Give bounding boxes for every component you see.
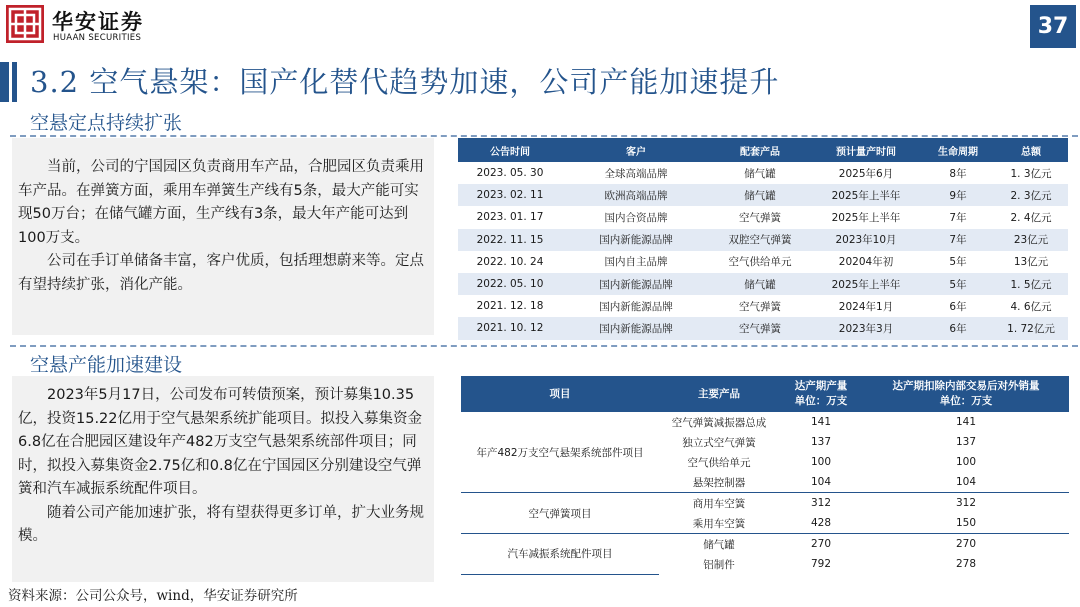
- table-cell: 20204年初: [838, 256, 894, 269]
- table-cell: 792: [810, 558, 832, 570]
- section1-divider: [10, 135, 1078, 137]
- table-cell: 137: [955, 436, 977, 448]
- table-row: [458, 162, 1068, 184]
- table-cell: 428: [810, 517, 832, 529]
- company-logo: [6, 5, 44, 43]
- table-cell: 4. 6亿元: [1010, 300, 1052, 313]
- table-row: [461, 493, 1069, 514]
- table-cell: 国内合资品牌: [604, 211, 668, 224]
- page-number: 37: [1030, 5, 1076, 48]
- table-cell: 2021. 10. 12: [458, 317, 562, 339]
- table-cell: 270: [863, 534, 1069, 555]
- table-cell: 双腔空气弹簧: [710, 229, 810, 251]
- source-note: 资料来源：公司公众号，wind，华安证券研究所: [8, 588, 298, 604]
- section2-paragraph-2: 随着公司产能加速扩张，将有望获得更多订单，扩大业务规模。: [18, 504, 424, 544]
- table-cell: 270: [779, 534, 863, 555]
- col-external-sales: [863, 376, 1069, 412]
- order-table-body: [458, 162, 1068, 340]
- section1-paragraph-1: 当前，公司的宁国园区负责商用车产品，合肥园区负责乘用车产品。在弹簧方面，乘用车弹簧生产线有5条，最大产能可实现50万台；在储气罐方面，生产线有3条，最大年产能可达到100万支。: [18, 159, 424, 246]
- table-row: [461, 534, 1069, 555]
- table-cell: 2025年6月: [838, 167, 894, 180]
- table-cell: 1. 3亿元: [1010, 167, 1052, 180]
- table-cell: 1. 5亿元: [994, 273, 1068, 295]
- table-cell: 2022. 05. 10: [458, 273, 562, 295]
- col-capacity: [779, 376, 863, 412]
- brand-name-en: HUAAN SECURITIES: [53, 33, 142, 43]
- logo-seal-icon: [6, 5, 44, 43]
- table-cell: 6年: [949, 300, 967, 313]
- col-project: 项目: [461, 376, 659, 412]
- section2-textbox: [12, 376, 434, 582]
- table-cell: 2021. 12. 18: [476, 300, 544, 313]
- table-cell: 储气罐: [710, 184, 810, 206]
- table-row: [458, 229, 1068, 251]
- section2-heading: 空悬产能加速建设: [30, 354, 183, 376]
- table-cell: 13亿元: [1013, 256, 1049, 269]
- table-cell: 空气弹簧: [739, 300, 781, 313]
- col-customer: 客户: [562, 138, 710, 162]
- table-cell: 储气罐: [710, 273, 810, 295]
- table-cell: 104: [955, 476, 977, 488]
- table-cell: 5年: [922, 273, 994, 295]
- table-cell: 100: [955, 456, 977, 468]
- col-product: 配套产品: [710, 138, 810, 162]
- table-cell: 278: [955, 558, 977, 570]
- table-cell: 2023. 01. 17: [476, 211, 544, 224]
- table-cell: 乘用车空簧: [692, 517, 746, 530]
- table-cell: 141: [810, 416, 832, 428]
- table-row: [461, 412, 1069, 432]
- section2-paragraph-1: 2023年5月17日，公司发布可转债预案，预计募集10.35亿，投资15.22亿用于空气悬架系统扩能项目。拟投入募集资金6.8亿在合肥园区建设年产482万支空气悬架系统部件项目；同时，拟投入募集资金2.75亿和0.8亿在宁国园区分别建设空气弹簧和汽车减振系统配件项目。: [18, 387, 423, 497]
- table-row: [458, 206, 1068, 228]
- table-cell: 1. 72亿元: [994, 317, 1068, 339]
- table-cell: 6年: [922, 317, 994, 339]
- table-cell: 2023年3月: [810, 317, 922, 339]
- page-title: 3.2 空气悬架：国产化替代趋势加速，公司产能加速提升: [30, 65, 780, 99]
- table-cell: 150: [955, 517, 977, 529]
- table-cell: 100: [810, 456, 832, 468]
- project-name-cell: 年产482万支空气悬架系统部件项目: [461, 412, 659, 493]
- table-cell: 23亿元: [994, 229, 1068, 251]
- col-announce-date: 公告时间: [458, 138, 562, 162]
- table-cell: 储气罐: [744, 167, 776, 180]
- table-row: [458, 295, 1068, 317]
- table-cell: 2025年上半年: [831, 211, 901, 224]
- table-cell: 空气弹簧: [710, 317, 810, 339]
- table-cell: 2023. 05. 30: [476, 167, 544, 180]
- table-row: [458, 184, 1068, 206]
- table-row: [458, 251, 1068, 273]
- table-cell: 7年: [949, 211, 967, 224]
- table-cell: 9年: [922, 184, 994, 206]
- table-row: [458, 317, 1068, 339]
- table-cell: 312: [779, 493, 863, 514]
- project-name-cell: 汽车减振系统配件项目: [461, 534, 659, 575]
- section1-textbox: [12, 138, 434, 335]
- col-mass-production: 预计量产时间: [810, 138, 922, 162]
- table-cell: 2. 4亿元: [1010, 211, 1052, 224]
- col-external-label: 达产期扣除内部交易后对外销量: [892, 380, 1040, 392]
- title-accent-bar: [0, 62, 9, 102]
- table-cell: 5年: [949, 256, 967, 269]
- table-cell: 7年: [922, 229, 994, 251]
- table-cell: 空气供给单元: [687, 456, 751, 469]
- order-table: [458, 138, 1068, 340]
- table-cell: 2022. 11. 15: [458, 229, 562, 251]
- table-cell: 8年: [949, 167, 967, 180]
- col-external-unit: 单位：万支: [939, 395, 993, 407]
- capacity-table-body: [461, 412, 1069, 574]
- table-cell: 商用车空簧: [659, 493, 779, 514]
- table-cell: 空气弹簧减振器总成: [671, 416, 767, 429]
- table-cell: 141: [955, 416, 977, 428]
- col-total: 总额: [994, 138, 1068, 162]
- table-cell: 137: [810, 436, 832, 448]
- table-cell: 空气弹簧: [739, 211, 781, 224]
- table-cell: 悬架控制器: [692, 476, 746, 489]
- table-cell: 2025年上半年: [810, 273, 922, 295]
- col-capacity-label: 达产期产量: [794, 380, 848, 392]
- table-cell: 铝制件: [703, 558, 735, 571]
- capacity-table: [461, 376, 1069, 575]
- table-cell: 独立式空气弹簧: [682, 436, 756, 449]
- section2-divider: [10, 345, 1078, 347]
- table-cell: 312: [863, 493, 1069, 514]
- table-cell: 空气供给单元: [728, 256, 792, 269]
- col-lifecycle: 生命周期: [922, 138, 994, 162]
- table-cell: 国内新能源品牌: [562, 317, 710, 339]
- brand-name-cn: 华安证券: [52, 9, 144, 34]
- table-cell: 2023. 02. 11: [458, 184, 562, 206]
- table-cell: 2025年上半年: [810, 184, 922, 206]
- table-cell: 国内新能源品牌: [562, 273, 710, 295]
- table-cell: 国内新能源品牌: [599, 300, 673, 313]
- project-name-cell: 空气弹簧项目: [461, 493, 659, 534]
- capacity-table-header: [461, 376, 1069, 412]
- order-table-header: [458, 138, 1068, 162]
- section1-paragraph-2: 公司在手订单储备丰富，客户优质，包括理想蔚来等。定点有望持续扩张，消化产能。: [18, 253, 424, 293]
- table-cell: 全球高端品牌: [604, 167, 668, 180]
- table-cell: 2. 3亿元: [994, 184, 1068, 206]
- table-cell: 2024年1月: [838, 300, 894, 313]
- section1-heading: 空悬定点持续扩张: [30, 112, 183, 134]
- table-row: [458, 273, 1068, 295]
- table-cell: 欧洲高端品牌: [562, 184, 710, 206]
- table-cell: 2023年10月: [810, 229, 922, 251]
- table-cell: 2022. 10. 24: [476, 255, 544, 268]
- table-cell: 储气罐: [659, 534, 779, 555]
- table-cell: 国内新能源品牌: [562, 229, 710, 251]
- col-main-product: 主要产品: [659, 376, 779, 412]
- title-accent-bar-thin: [12, 62, 17, 102]
- col-capacity-unit: 单位：万支: [794, 395, 848, 407]
- table-cell: 国内自主品牌: [604, 256, 668, 269]
- table-cell: 104: [810, 476, 832, 488]
